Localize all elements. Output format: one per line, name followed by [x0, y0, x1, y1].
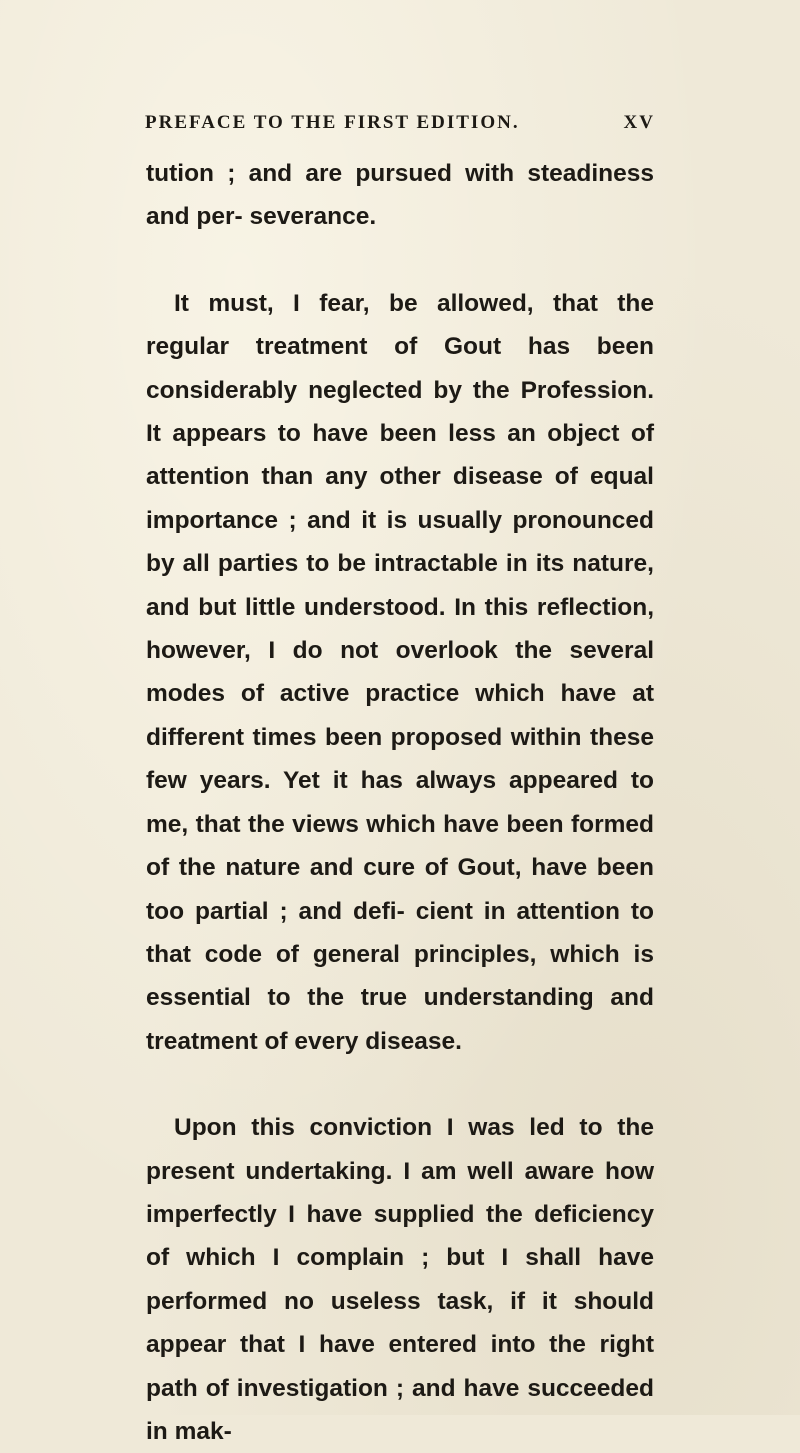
- paragraph-continuation: tution ; and are pursued with steadiness and per- severance.: [146, 160, 654, 231]
- running-head: [145, 112, 655, 142]
- paragraph-gout-treatment: It must, I fear, be allowed, that the regular treatment of Gout has been considerably neglected by the Profession. It appears to have been less an object of attention than any other disease of equal importance ; and it is usually pronounced by all parties to be intractable in its nature, and but little understood. In this reflection, however, I do not overlook the several modes of active practice which have at different times been proposed within these few years. Yet it has always appeared to me, that the views which have been formed of the nature and cure of Gout, have been too partial ; and defi- cient in attention to that code of general principles, which is essential to the true understanding and treatment of every disease.: [146, 289, 654, 1055]
- body-text: [146, 152, 654, 1453]
- paragraph-conviction: Upon this conviction I was led to the present undertaking. I am well aware how imperfectly I have supplied the deficiency of which I complain ; but I shall have performed no useless task, if it should appear that I have entered into the right path of investigation ; and have succeeded in mak-: [146, 1114, 654, 1445]
- running-head-title: PREFACE TO THE FIRST EDITION.: [145, 112, 520, 133]
- page-number: XV: [623, 112, 655, 133]
